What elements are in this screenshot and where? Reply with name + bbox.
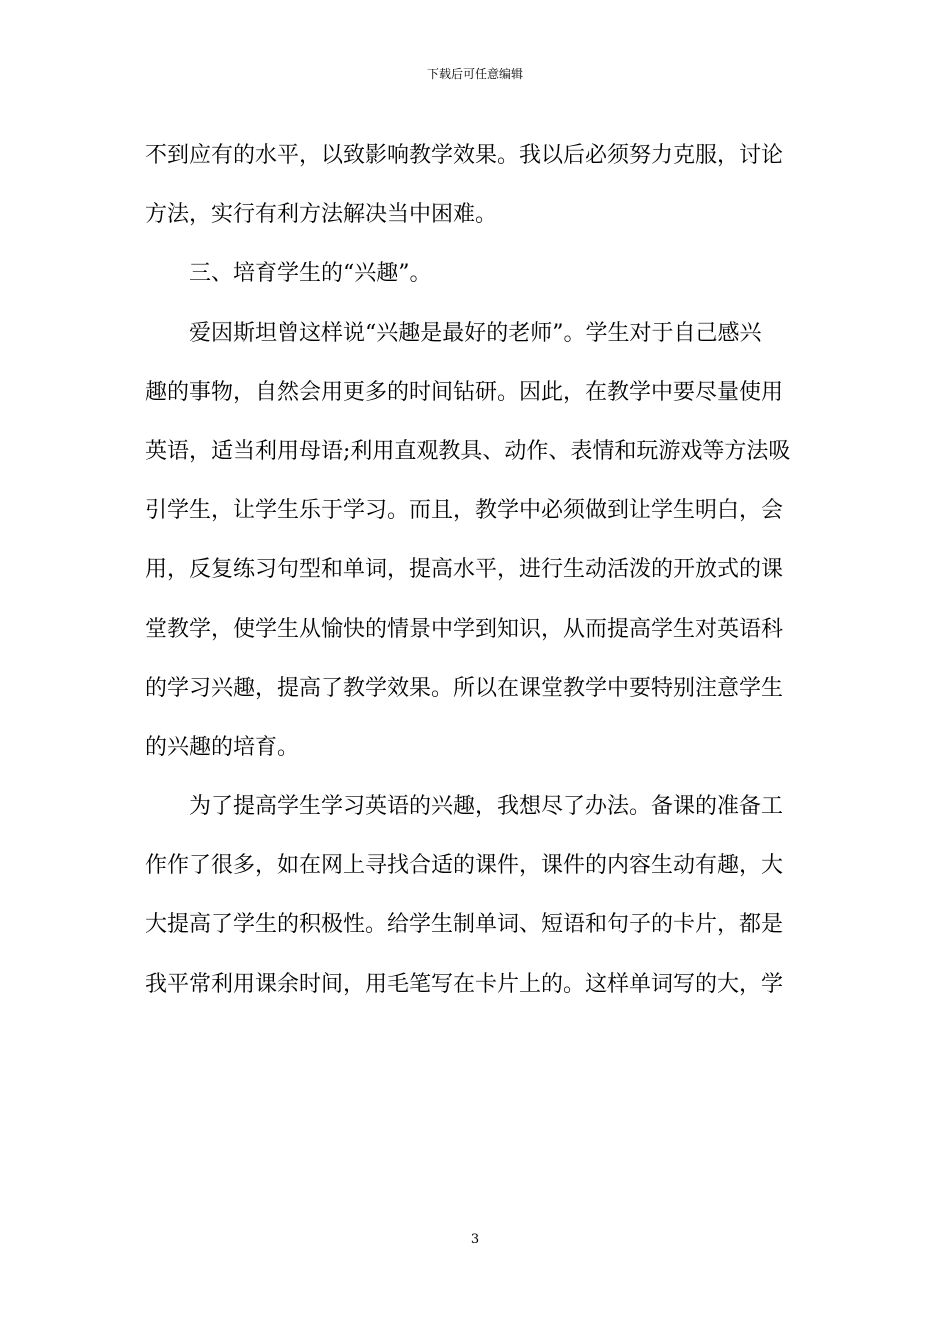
text-line: 趣的事物，自然会用更多的时间钻研。因此，在教学中要尽量使用 bbox=[145, 379, 784, 405]
text-line: 堂教学，使学生从愉快的情景中学到知识，从而提高学生对英语科 bbox=[145, 616, 784, 642]
text-line: 为了提高学生学习英语的兴趣，我想尽了办法。备课的准备工 bbox=[189, 794, 784, 820]
text-line: 不到应有的水平，以致影响教学效果。我以后必须努力克服，讨论 bbox=[145, 143, 784, 168]
text-line: 爱因斯坦曾这样说“兴趣是最好的老师”。学生对于自己感兴 bbox=[189, 320, 762, 346]
text-line: 方法，实行有利方法解决当中困难。 bbox=[145, 202, 498, 228]
text-line: 三、培育学生的“兴趣”。 bbox=[189, 261, 432, 287]
text-line: 用，反复练习句型和单词，提高水平，进行生动活泼的开放式的课 bbox=[145, 557, 784, 583]
page-number: 3 bbox=[470, 1232, 480, 1247]
text-line: 引学生，让学生乐于学习。而且，教学中必须做到让学生明白，会 bbox=[145, 498, 784, 524]
text-line: 的兴趣的培育。 bbox=[145, 734, 300, 760]
page-header: 下载后可任意编辑 bbox=[426, 67, 523, 81]
text-line: 英语，适当利用母语;利用直观教具、动作、表情和玩游戏等方法吸 bbox=[145, 438, 791, 464]
text-line: 的学习兴趣，提高了教学效果。所以在课堂教学中要特别注意学生 bbox=[145, 675, 784, 701]
text-line: 作作了很多，如在网上寻找合适的课件，课件的内容生动有趣，大 bbox=[145, 853, 784, 879]
text-line: 我平常利用课余时间，用毛笔写在卡片上的。这样单词写的大，学 bbox=[145, 971, 784, 997]
document-body bbox=[145, 126, 815, 1014]
text-line: 大提高了学生的积极性。给学生制单词、短语和句子的卡片，都是 bbox=[145, 912, 784, 938]
